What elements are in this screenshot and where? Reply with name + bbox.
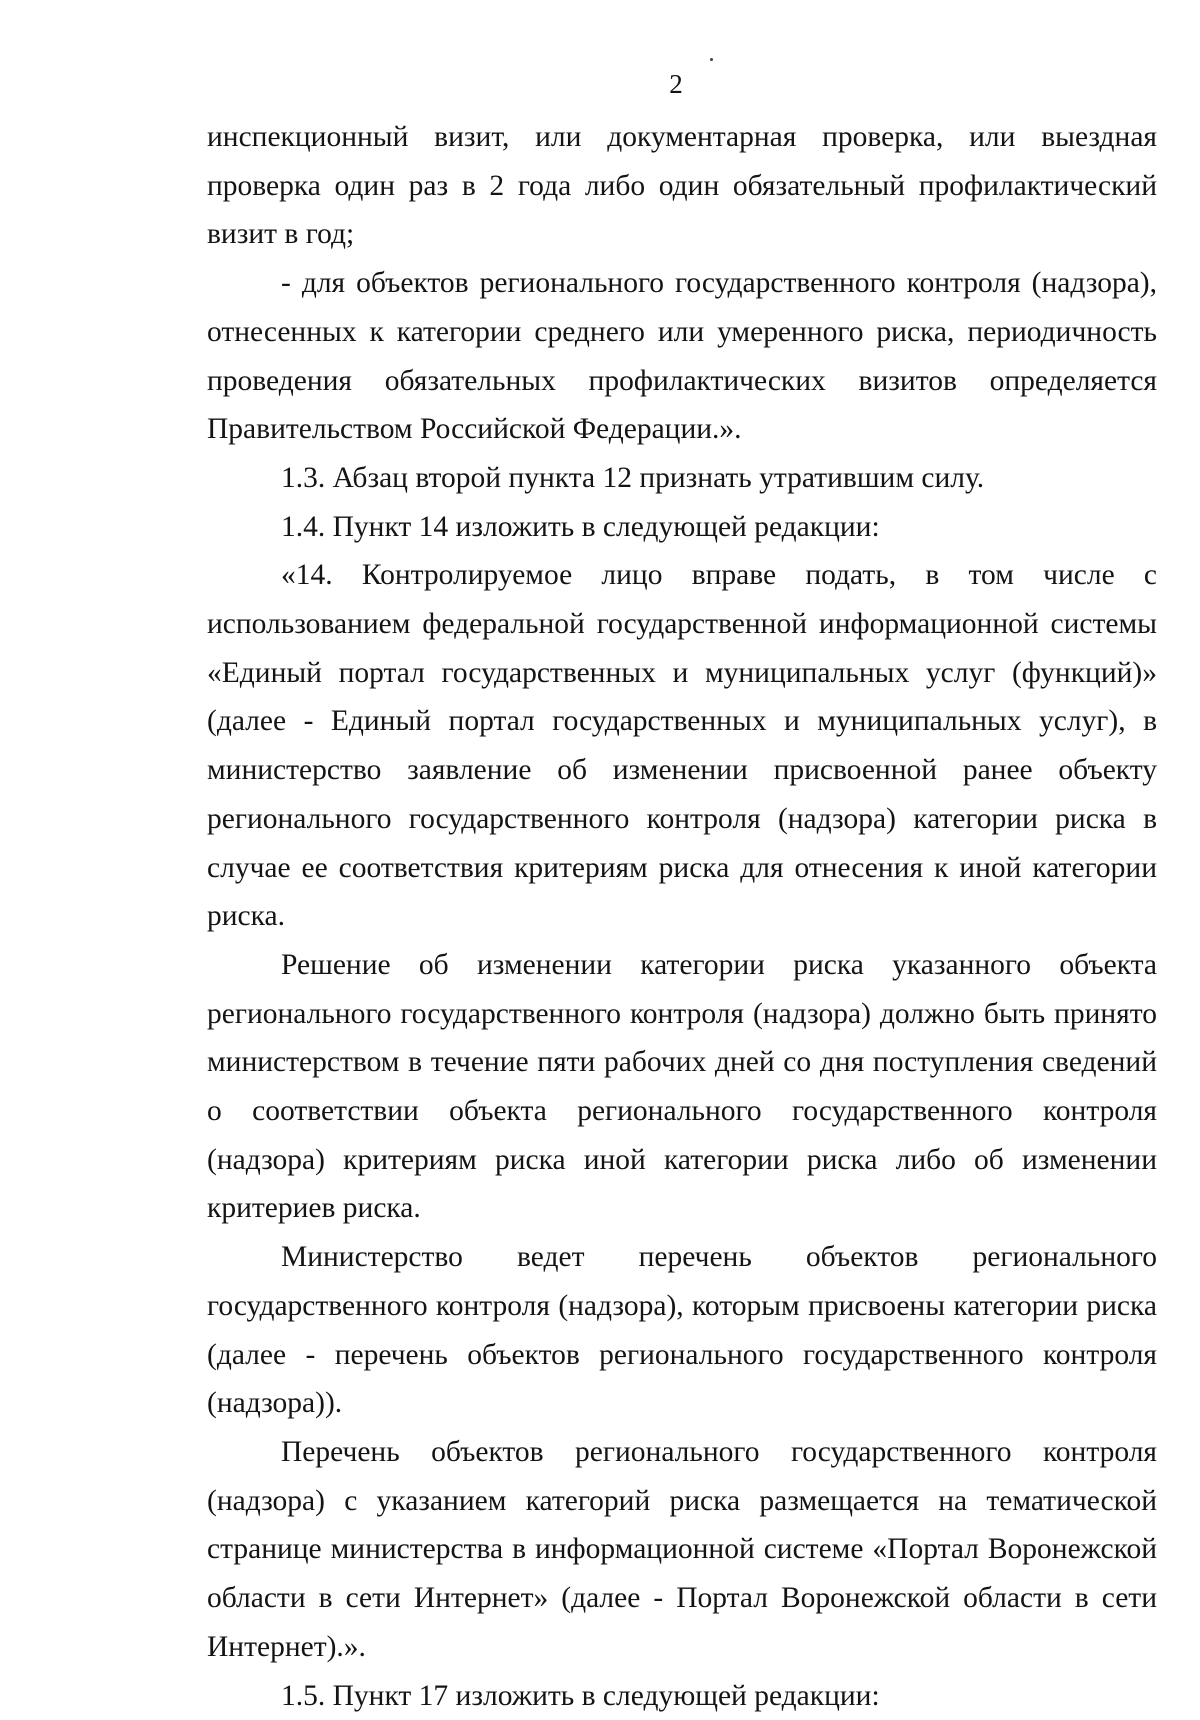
page-number: 2 bbox=[0, 68, 1200, 100]
paragraph-item-1-4: 1.4. Пункт 14 изложить в следующей редакции: bbox=[207, 503, 1157, 552]
paragraph-list-publication: Перечень объектов регионального государственного контроля (надзора) с указанием категорий риска размещается на тематической странице министерства в информационной системе «Портал Воронежской области в сети Интернет» (далее - Портал Воронежской области в сети Интернет).». bbox=[207, 1428, 1157, 1672]
document-body bbox=[207, 113, 1157, 1720]
scan-speck bbox=[710, 58, 713, 61]
paragraph-continuation: инспекционный визит, или документарная проверка, или выездная проверка один раз в 2 года либо один обязательный профилактический визит в год; bbox=[207, 113, 1157, 259]
paragraph-item-1-3: 1.3. Абзац второй пункта 12 признать утратившим силу. bbox=[207, 454, 1157, 503]
paragraph-ministry-list: Министерство ведет перечень объектов регионального государственного контроля (надзора), которым присвоены категории риска (далее - перечень объектов регионального государственного контроля (надзора)). bbox=[207, 1233, 1157, 1428]
paragraph-decision: Решение об изменении категории риска указанного объекта регионального государственного контроля (надзора) должно быть принято министерством в течение пяти рабочих дней со дня поступления сведений о соответствии объекта регионального государственного контроля (надзора) критериям риска иной категории риска либо об изменении критериев риска. bbox=[207, 941, 1157, 1233]
paragraph-risk-category: - для объектов регионального государственного контроля (надзора), отнесенных к категории среднего или умеренного риска, периодичность проведения обязательных профилактических визитов определяется Правительством Российской Федерации.». bbox=[207, 259, 1157, 454]
paragraph-item-1-5: 1.5. Пункт 17 изложить в следующей редакции: bbox=[207, 1672, 1157, 1720]
paragraph-point-14: «14. Контролируемое лицо вправе подать, в том числе с использованием федеральной государственной информационной системы «Единый портал государственных и муниципальных услуг (функций)» (далее - Единый портал государственных и муниципальных услуг), в министерство заявление об изменении присвоенной ранее объекту регионального государственного контроля (надзора) категории риска в случае ее соответствия критериям риска для отнесения к иной категории риска. bbox=[207, 551, 1157, 941]
